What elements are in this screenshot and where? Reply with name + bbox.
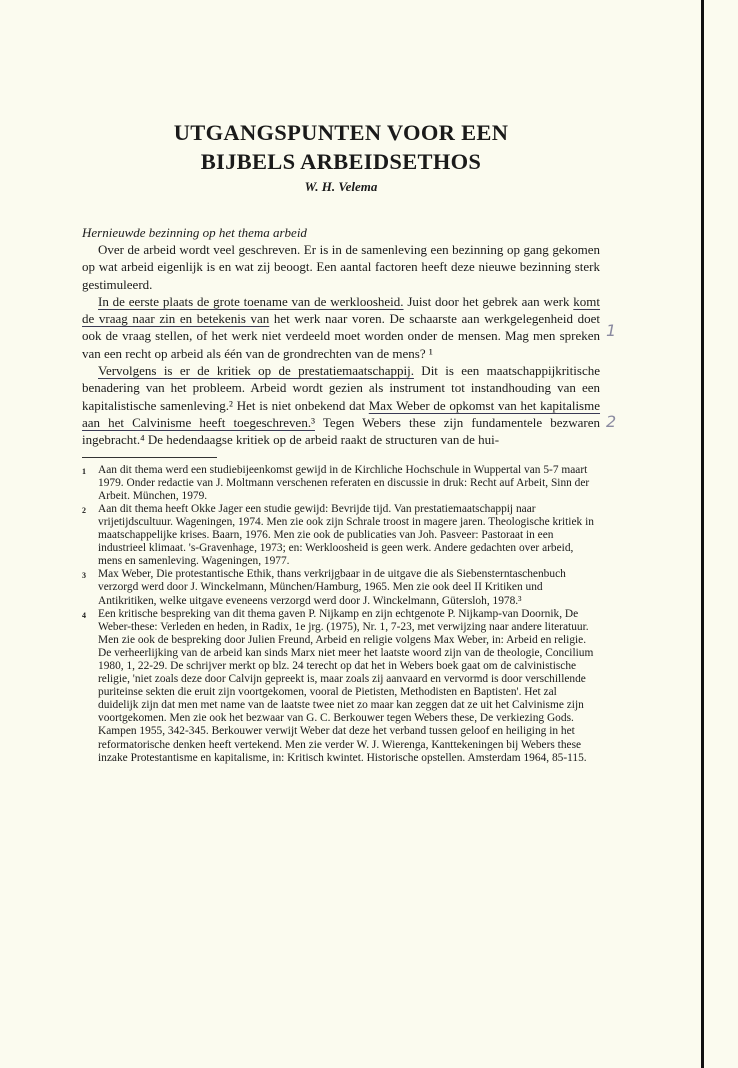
document-page — [82, 118, 600, 765]
footnote-3: 3 Max Weber, Die protestantische Ethik, thans verkrijgbaar in de uitgave die als Siebensterntaschenbuch verzorgd werd door J. Winckelmann, München/Hamburg, 1965. Men zie ook deel II Kritiken und Antikritiken, welke uitgave eveneens verzorgd werd door J. Winckelmann, Gütersloh, 1978.³ — [82, 568, 566, 607]
underlined-phrase: In de eerste plaats de grote toename van de werkloosheid. — [98, 293, 404, 309]
section-heading: Hernieuwde bezinning op het thema arbeid — [82, 225, 307, 240]
underlined-phrase: Max Weber de opkomst van het kapitalisme aan het Calvinisme heeft toegeschreven.³ — [82, 397, 601, 430]
author-name: W. H. Velema — [304, 179, 378, 194]
margin-annotation-2: 2 — [606, 412, 617, 431]
underlined-phrase: Vervolgens is er de kritiek op de prestatiemaatschappij. — [98, 363, 414, 379]
title-line-2: BIJBELS ARBEIDSETHOS — [200, 149, 482, 174]
article-title — [82, 118, 600, 176]
footnote-2: 2 Aan dit thema heeft Okke Jager een studie gewijd: Bevrijde tijd. Van prestatiemaatschappij naar vrijetijdscultuur. Wageningen, 1974. Men zie ook zijn Schrale troost in magere jaren. Theologische kritiek in maatschappelijke krises. Baarn, 1976. Men zie ook de publicaties van Joh. Pasveer: Pastoraat in een industrieel klimaat. 's-Gravenhage, 1973; en: Werkloosheid is geen werk. Andere gedachten over arbeid, mens en samenleving. Wageningen, 1977. — [82, 502, 594, 568]
margin-annotation-1: 1 — [606, 321, 617, 340]
footnote-4-continuation: Men zie ook de bespreking door Julien Freund, Arbeid en religie volgens Max Weber, in: Arbeid en religie. De verheerlijking van de arbeid kan sinds Marx niet meer het laatste woord zijn van de theologie, Concilium 1980, 1, 22-29. De schrijver merkt op blz. 24 terecht op dat het in Webers boek gaat om de calvinistische religie, 'niet zoals deze door Calvijn gepreekt is, maar zoals zij aanvaard en vervormd is door verschillende puriteinse sekten die eruit zijn voortgekomen, vooral de Pietisten, Methodisten en Baptisten'. Het zal duidelijk zijn dat men met name van de laatste twee niet zo maar kan zeggen dat ze uit het Calvinisme zijn voortgekomen. Men zie ook het bezwaar van G. C. Berkouwer tegen Webers these, De verkiezing Gods. Kampen 1955, 342-345. Berkouwer verwijt Weber dat deze het verband tussen geloof en heiliging in het reformatorische denken heeft vertekend. Men zie verder W. J. Wierenga, Kanttekeningen bij Webers these inzake Protestantisme en kapitalisme, in: Kritisch kwintet. Historische opstellen. Amsterdam 1964, 85-115. — [98, 633, 594, 764]
footnote-1: 1 Aan dit thema werd een studiebijeenkomst gewijd in de Kirchliche Hochschule in Wuppertal van 5-7 maart 1979. Onder redactie van J. Moltmann verschenen referaten en discussie in druk: Recht auf Arbeit, Sinn der Arbeit. München, 1979. — [82, 463, 590, 502]
paragraph-2: In de eerste plaats de grote toename van de werkloosheid. Juist door het gebrek aan werk komt de vraag naar zin en betekenis van het werk naar voren. De schaarste aan werkgelegenheid doet ook de vraag stellen, of het werk niet verdeeld moet worden onder de mensen. Mag men spreken van een recht op arbeid als één van de grondrechten van de mens? ¹ — [82, 293, 601, 361]
underlined-phrase: komt de vraag naar zin en betekenis van — [82, 293, 601, 327]
body-text — [82, 241, 600, 449]
paragraph-1: Over de arbeid wordt veel geschreven. Er is in de samenleving een bezinning op gang gekomen op wat arbeid eigenlijk is en wat zij beoogt. Een aantal factoren heeft deze nieuwe bezinning sterk gestimuleerd. — [82, 242, 600, 292]
title-line-1: UTGANGSPUNTEN VOOR EEN — [173, 120, 509, 145]
footnote-divider — [82, 457, 217, 458]
paragraph-3: Vervolgens is er de kritiek op de prestatiemaatschappij. Dit is een maatschappijkritische benadering van het probleem. Arbeid wordt gezien als instrument tot instandhouding van een kapitalistische samenleving.² Het is niet onbekend dat Max Weber de opkomst van het kapitalisme aan het Calvinisme heeft toegeschreven.³ Tegen Webers these zijn fundamentele bezwaren ingebracht.⁴ De hedendaagse kritiek op de arbeid raakt de structuren van de hui- — [82, 363, 601, 448]
scan-border — [701, 0, 704, 1068]
footnotes — [82, 464, 600, 765]
footnote-4: 4 Een kritische bespreking van dit thema gaven P. Nijkamp en zijn echtgenote P. Nijkamp-van Doornik, De Weber-these: Verleden en heden, in Radix, 1e jrg. (1975), Nr. 1, 7-23, met verwijzing naar andere literatuur. — [82, 607, 589, 633]
